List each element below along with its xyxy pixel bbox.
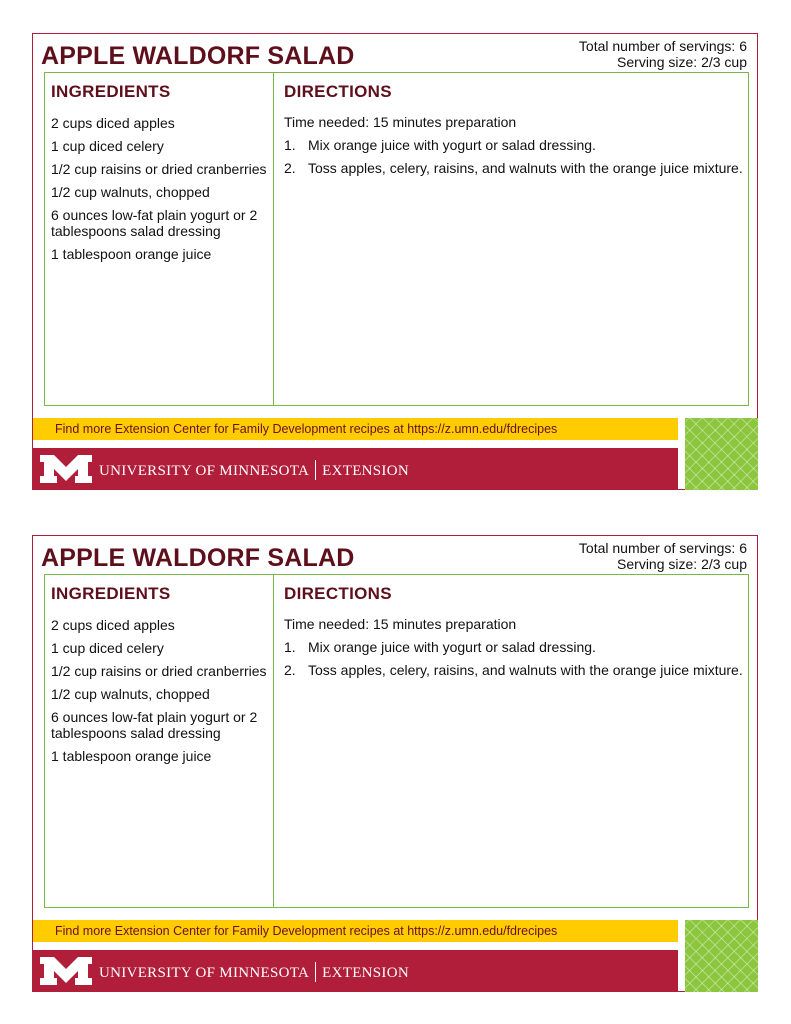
directions-list	[284, 639, 754, 685]
university-name: UNIVERSITY OF MINNESOTA	[99, 965, 310, 981]
direction-step	[284, 639, 754, 655]
recipe-body	[44, 574, 749, 908]
recipe-card	[32, 33, 758, 490]
serving-size: Serving size: 2/3 cup	[617, 556, 747, 572]
green-pattern-tile	[685, 418, 758, 490]
banner-text: Find more Extension Center for Family Development recipes at https://z.umn.edu/fdrecipes	[55, 924, 558, 938]
ingredients-column	[45, 73, 274, 405]
ingredient-item: 1/2 cup walnuts, chopped	[51, 184, 210, 200]
university-name: UNIVERSITY OF MINNESOTA	[99, 463, 310, 479]
ingredient-item: 2 cups diced apples	[51, 617, 175, 633]
ingredient-item: 2 cups diced apples	[51, 115, 175, 131]
step-text: Toss apples, celery, raisins, and walnuts with the orange juice mixture.	[308, 662, 743, 678]
footer-bar	[33, 950, 678, 992]
ingredient-item: 1/2 cup raisins or dried cranberries	[51, 663, 267, 679]
ingredients-list	[51, 115, 273, 269]
recipe-card	[32, 535, 758, 992]
directions-column	[274, 575, 748, 907]
directions-column	[274, 73, 748, 405]
step-number: 1.	[284, 137, 296, 153]
banner-text: Find more Extension Center for Family Development recipes at https://z.umn.edu/fdrecipes	[55, 422, 558, 436]
direction-step	[284, 137, 754, 153]
university-wordmark	[99, 460, 409, 480]
step-text: Toss apples, celery, raisins, and walnuts with the orange juice mixture.	[308, 160, 743, 176]
ingredients-heading: INGREDIENTS	[51, 584, 171, 603]
ingredients-list	[51, 617, 273, 771]
step-text: Mix orange juice with yogurt or salad dressing.	[308, 639, 596, 655]
step-number: 2.	[284, 160, 296, 176]
serving-size: Serving size: 2/3 cup	[617, 54, 747, 70]
directions-heading: DIRECTIONS	[284, 82, 392, 101]
university-wordmark	[99, 962, 409, 982]
servings-count: Total number of servings: 6	[578, 540, 747, 556]
time-needed: Time needed: 15 minutes preparation	[284, 114, 517, 130]
umn-block-m-logo-icon	[39, 454, 93, 484]
umn-block-m-logo-icon	[39, 956, 93, 986]
wordmark-divider	[315, 460, 316, 480]
directions-list	[284, 137, 754, 183]
ingredient-item: 1 tablespoon orange juice	[51, 748, 212, 764]
step-text: Mix orange juice with yogurt or salad dressing.	[308, 137, 596, 153]
directions-heading: DIRECTIONS	[284, 584, 392, 603]
step-number: 1.	[284, 639, 296, 655]
green-pattern-tile	[685, 920, 758, 992]
serving-info	[579, 38, 747, 70]
recipe-title: APPLE WALDORF SALAD	[41, 544, 355, 572]
wordmark-divider	[315, 962, 316, 982]
direction-step	[284, 662, 754, 678]
time-needed: Time needed: 15 minutes preparation	[284, 616, 517, 632]
ingredient-item: 6 ounces low-fat plain yogurt or 2 tablespoons salad dressing	[51, 207, 258, 239]
ingredient-item: 6 ounces low-fat plain yogurt or 2 tablespoons salad dressing	[51, 709, 258, 741]
footer-bar	[33, 448, 678, 490]
ingredient-item: 1/2 cup walnuts, chopped	[51, 686, 210, 702]
ingredient-item: 1 cup diced celery	[51, 138, 164, 154]
step-number: 2.	[284, 662, 296, 678]
ingredient-item: 1 cup diced celery	[51, 640, 164, 656]
servings-count: Total number of servings: 6	[578, 38, 747, 54]
ingredients-column	[45, 575, 274, 907]
extension-label: EXTENSION	[322, 965, 409, 981]
recipe-title: APPLE WALDORF SALAD	[41, 42, 355, 70]
ingredient-item: 1/2 cup raisins or dried cranberries	[51, 161, 267, 177]
ingredients-heading: INGREDIENTS	[51, 82, 171, 101]
serving-info	[579, 540, 747, 572]
recipes-banner	[33, 418, 678, 440]
extension-label: EXTENSION	[322, 463, 409, 479]
recipe-body	[44, 72, 749, 406]
ingredient-item: 1 tablespoon orange juice	[51, 246, 212, 262]
recipes-banner	[33, 920, 678, 942]
direction-step	[284, 160, 754, 176]
